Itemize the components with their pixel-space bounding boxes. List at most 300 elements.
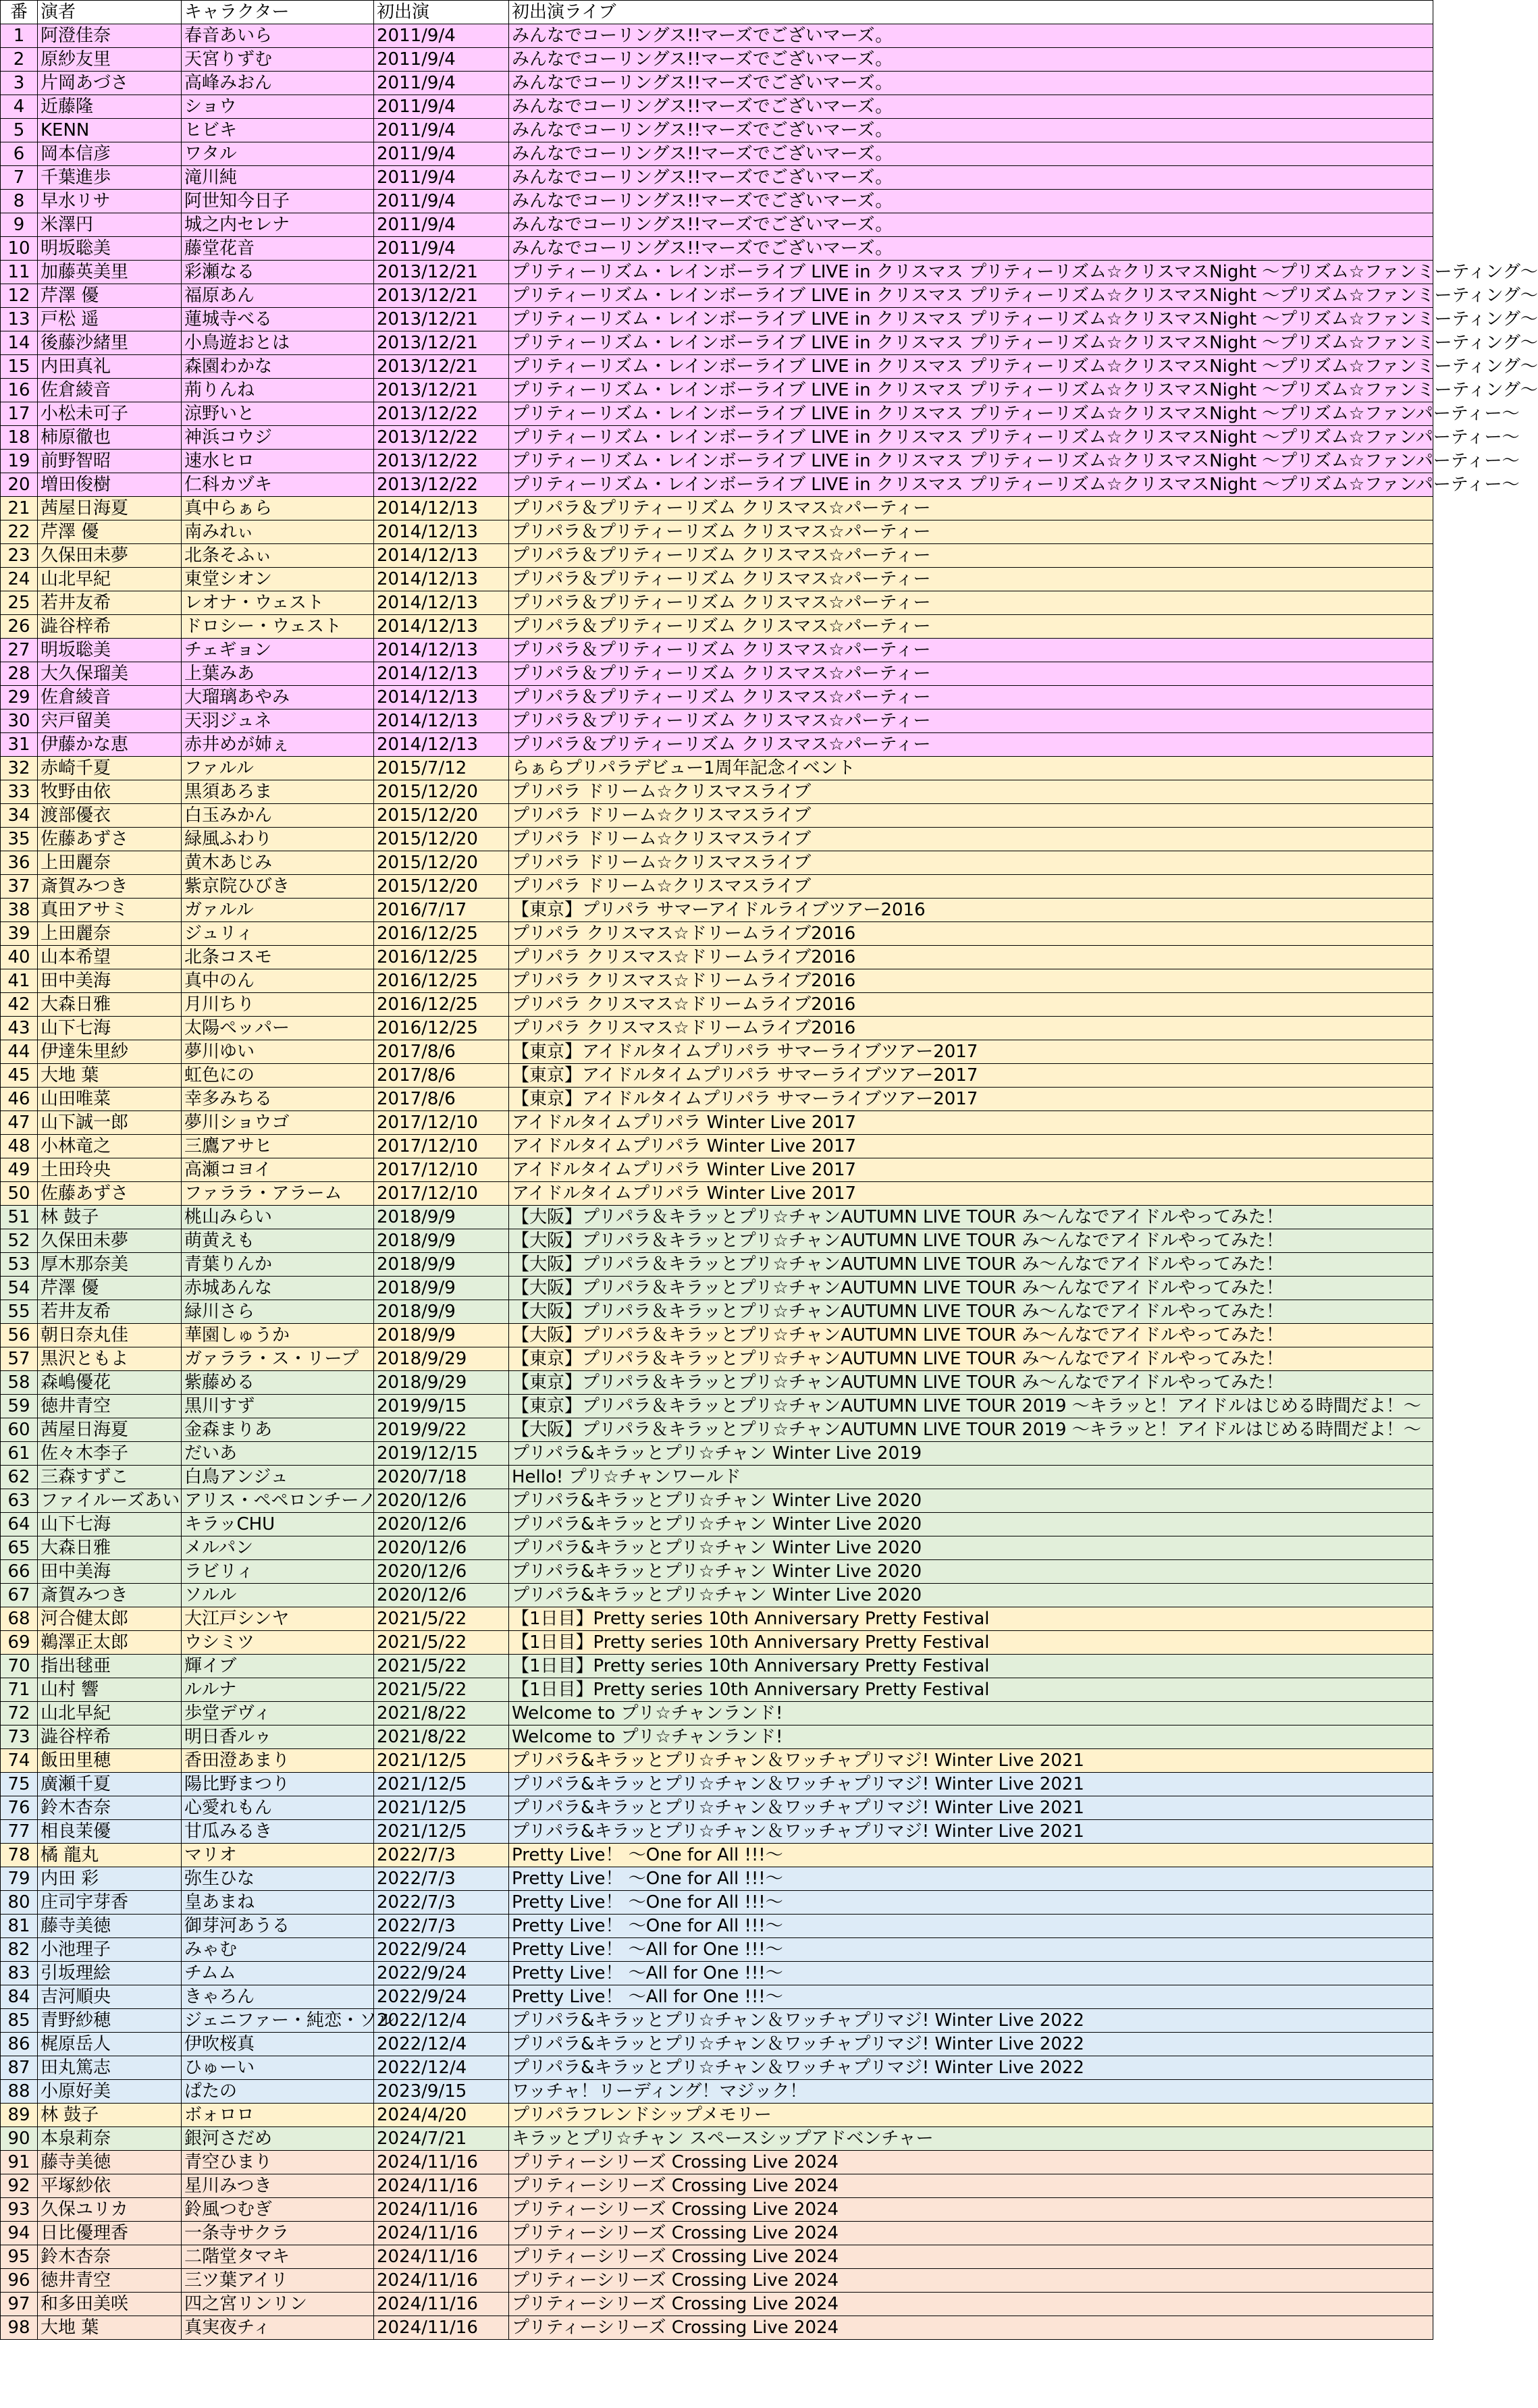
cell-character: 一条寺サクラ <box>182 2222 374 2245</box>
cell-actor: 小池理子 <box>38 1938 182 1962</box>
cell-number: 19 <box>1 450 38 473</box>
cell-first-live: プリパラ＆プリティーリズム クリスマス☆パーティー <box>509 662 1433 686</box>
table-row <box>1 1017 1433 1040</box>
cell-number: 57 <box>1 1347 38 1371</box>
cell-number: 52 <box>1 1229 38 1253</box>
cell-first-live: 【大阪】プリパラ＆キラッとプリ☆チャンAUTUMN LIVE TOUR み～んなでアイドルやってみた！ <box>509 1300 1433 1324</box>
cell-actor: 澁谷梓希 <box>38 615 182 639</box>
cell-number: 80 <box>1 1891 38 1915</box>
cell-character: 涼野いと <box>182 402 374 426</box>
table-row <box>1 2269 1433 2293</box>
cell-first-date: 2024/11/16 <box>374 2151 509 2174</box>
table-row <box>1 875 1433 899</box>
cell-number: 72 <box>1 1702 38 1725</box>
cell-first-date: 2013/12/21 <box>374 261 509 284</box>
table-row <box>1 142 1433 166</box>
table-row <box>1 922 1433 946</box>
cell-first-date: 2021/8/22 <box>374 1725 509 1749</box>
cell-character: ルルナ <box>182 1678 374 1702</box>
table-row <box>1 710 1433 733</box>
cell-character: 緑川さら <box>182 1300 374 1324</box>
table-row <box>1 1229 1433 1253</box>
cell-first-live: みんなでコーリングス!!マーズでございマーズ。 <box>509 72 1433 95</box>
cell-actor: 牧野由依 <box>38 780 182 804</box>
cell-number: 24 <box>1 568 38 591</box>
table-row <box>1 1796 1433 1820</box>
table-row <box>1 1655 1433 1678</box>
cell-number: 82 <box>1 1938 38 1962</box>
cell-first-live: 【東京】プリパラ＆キラッとプリ☆チャンAUTUMN LIVE TOUR み～んなでアイドルやってみた！ <box>509 1347 1433 1371</box>
cell-first-live: プリパラ クリスマス☆ドリームライブ2016 <box>509 993 1433 1017</box>
cell-actor: 久保田未夢 <box>38 544 182 568</box>
cell-actor: 山下七海 <box>38 1513 182 1536</box>
cell-actor: 青野紗穂 <box>38 2009 182 2033</box>
cell-first-date: 2011/9/4 <box>374 166 509 190</box>
cell-actor: 徳井青空 <box>38 1395 182 1418</box>
cell-number: 68 <box>1 1607 38 1631</box>
cell-first-date: 2018/9/9 <box>374 1229 509 1253</box>
cell-character: 桃山みらい <box>182 1206 374 1229</box>
cell-character: 福原あん <box>182 284 374 308</box>
cell-character: 真実夜チィ <box>182 2316 374 2340</box>
cell-actor: 若井友希 <box>38 591 182 615</box>
cell-number: 94 <box>1 2222 38 2245</box>
cell-character: 緑風ふわり <box>182 828 374 851</box>
cell-number: 41 <box>1 969 38 993</box>
cell-actor: 久保ユリカ <box>38 2198 182 2222</box>
cell-first-date: 2017/12/10 <box>374 1135 509 1158</box>
cell-first-date: 2022/9/24 <box>374 1962 509 1985</box>
cell-character: 荊りんね <box>182 379 374 402</box>
cell-first-live: プリパラ&キラッとプリ☆チャン＆ワッチャプリマジ! Winter Live 2022 <box>509 2033 1433 2056</box>
header-first-date: 初出演 <box>374 1 509 24</box>
cell-actor: 引坂理絵 <box>38 1962 182 1985</box>
cell-number: 6 <box>1 142 38 166</box>
table-row <box>1 72 1433 95</box>
cell-first-date: 2015/12/20 <box>374 875 509 899</box>
cell-first-live: Pretty Live！ ～All for One !!!～ <box>509 1985 1433 2009</box>
cell-first-date: 2017/8/6 <box>374 1088 509 1111</box>
cell-actor: 内田 彩 <box>38 1867 182 1891</box>
cell-character: 赤井めが姉ぇ <box>182 733 374 757</box>
cell-first-date: 2013/12/21 <box>374 379 509 402</box>
cell-number: 8 <box>1 190 38 213</box>
cell-first-live: プリティーシリーズ Crossing Live 2024 <box>509 2174 1433 2198</box>
cell-actor: 戸松 遥 <box>38 308 182 331</box>
cell-number: 18 <box>1 426 38 450</box>
cell-character: チムム <box>182 1962 374 1985</box>
table-row <box>1 1395 1433 1418</box>
cell-number: 4 <box>1 95 38 119</box>
cell-character: 北条コスモ <box>182 946 374 969</box>
cell-first-live: 【大阪】プリパラ＆キラッとプリ☆チャンAUTUMN LIVE TOUR み～んなでアイドルやってみた！ <box>509 1277 1433 1300</box>
cell-actor: 千葉進歩 <box>38 166 182 190</box>
cell-actor: 山北早紀 <box>38 568 182 591</box>
cell-actor: 伊藤かな恵 <box>38 733 182 757</box>
table-row <box>1 1938 1433 1962</box>
table-row <box>1 1253 1433 1277</box>
cell-number: 36 <box>1 851 38 875</box>
cell-first-date: 2016/7/17 <box>374 899 509 922</box>
table-row <box>1 1442 1433 1466</box>
cell-number: 85 <box>1 2009 38 2033</box>
cell-first-date: 2018/9/9 <box>374 1324 509 1347</box>
cell-actor: 小松未可子 <box>38 402 182 426</box>
cell-character: 高瀬コヨイ <box>182 1158 374 1182</box>
cell-actor: 黒沢ともよ <box>38 1347 182 1371</box>
cell-number: 44 <box>1 1040 38 1064</box>
cell-number: 89 <box>1 2104 38 2127</box>
cell-character: ファルル <box>182 757 374 780</box>
table-body <box>1 24 1538 2340</box>
cell-number: 67 <box>1 1584 38 1607</box>
cell-first-live: プリパラ&キラッとプリ☆チャン Winter Live 2020 <box>509 1536 1433 1560</box>
cell-first-date: 2011/9/4 <box>374 213 509 237</box>
cell-first-live: プリパラ&キラッとプリ☆チャン Winter Live 2019 <box>509 1442 1433 1466</box>
table-row <box>1 804 1433 828</box>
cell-first-date: 2014/12/13 <box>374 662 509 686</box>
cell-character: みゃむ <box>182 1938 374 1962</box>
cell-character: 春音あいら <box>182 24 374 48</box>
table-row <box>1 2009 1433 2033</box>
cell-number: 90 <box>1 2127 38 2151</box>
cell-character: 黒須あろま <box>182 780 374 804</box>
cell-actor: 田中美海 <box>38 969 182 993</box>
cell-first-live: プリパラフレンドシップメモリー <box>509 2104 1433 2127</box>
cell-character: 虹色にの <box>182 1064 374 1088</box>
cell-character: 陽比野まつり <box>182 1773 374 1796</box>
cell-actor: 橘 龍丸 <box>38 1844 182 1867</box>
cell-first-live: プリティーリズム・レインボーライブ LIVE in クリスマス プリティーリズム☆クリスマスNight ～プリズム☆ファンミーティング～ <box>509 284 1433 308</box>
cell-first-date: 2014/12/13 <box>374 568 509 591</box>
cell-actor: 梶原岳人 <box>38 2033 182 2056</box>
cell-actor: 鵜澤正太郎 <box>38 1631 182 1655</box>
cell-character: ガァララ・ス・リープ <box>182 1347 374 1371</box>
cell-first-live: プリティーリズム・レインボーライブ LIVE in クリスマス プリティーリズム☆クリスマスNight ～プリズム☆ファンミーティング～ <box>509 379 1433 402</box>
cell-actor: 山北早紀 <box>38 1702 182 1725</box>
table-row <box>1 2104 1433 2127</box>
cell-character: 幸多みちる <box>182 1088 374 1111</box>
cell-first-date: 2024/11/16 <box>374 2245 509 2269</box>
cell-number: 16 <box>1 379 38 402</box>
cell-actor: 真田アサミ <box>38 899 182 922</box>
cell-first-live: 【大阪】プリパラ＆キラッとプリ☆チャンAUTUMN LIVE TOUR み～んなでアイドルやってみた！ <box>509 1253 1433 1277</box>
cell-first-live: 【大阪】プリパラ＆キラッとプリ☆チャンAUTUMN LIVE TOUR 2019 ～キラッと！アイドルはじめる時間だよ！～ <box>509 1418 1433 1442</box>
cell-actor: 三森すずこ <box>38 1466 182 1489</box>
cell-actor: 早水リサ <box>38 190 182 213</box>
cell-actor: 相良茉優 <box>38 1820 182 1844</box>
table-row <box>1 1749 1433 1773</box>
cell-character: 阿世知今日子 <box>182 190 374 213</box>
cell-first-live: プリパラ ドリーム☆クリスマスライブ <box>509 875 1433 899</box>
cell-first-date: 2024/7/21 <box>374 2127 509 2151</box>
table-row <box>1 1513 1433 1536</box>
cell-first-date: 2015/12/20 <box>374 828 509 851</box>
cell-actor: 和多田美咲 <box>38 2293 182 2316</box>
table-row <box>1 1678 1433 1702</box>
cell-number: 51 <box>1 1206 38 1229</box>
cell-number: 37 <box>1 875 38 899</box>
cell-first-live: Hello! プリ☆チャンワールド <box>509 1466 1433 1489</box>
cell-number: 17 <box>1 402 38 426</box>
header-number: 番 <box>1 1 38 24</box>
cell-actor: 岡本信彦 <box>38 142 182 166</box>
cell-number: 63 <box>1 1489 38 1513</box>
cell-number: 64 <box>1 1513 38 1536</box>
cell-first-live: Welcome to プリ☆チャンランド! <box>509 1725 1433 1749</box>
cell-character: 北条そふぃ <box>182 544 374 568</box>
cell-number: 76 <box>1 1796 38 1820</box>
cell-number: 83 <box>1 1962 38 1985</box>
cell-number: 27 <box>1 639 38 662</box>
cell-first-date: 2013/12/21 <box>374 308 509 331</box>
cell-first-live: プリパラ＆プリティーリズム クリスマス☆パーティー <box>509 710 1433 733</box>
cell-first-date: 2024/11/16 <box>374 2293 509 2316</box>
table-row <box>1 2174 1433 2198</box>
table-row <box>1 662 1433 686</box>
cell-number: 31 <box>1 733 38 757</box>
cell-first-date: 2023/9/15 <box>374 2080 509 2104</box>
cell-number: 12 <box>1 284 38 308</box>
cell-first-date: 2024/4/20 <box>374 2104 509 2127</box>
cell-first-date: 2019/9/15 <box>374 1395 509 1418</box>
cell-character: 金森まりあ <box>182 1418 374 1442</box>
cell-first-live: プリパラ&キラッとプリ☆チャン＆ワッチャプリマジ! Winter Live 2021 <box>509 1796 1433 1820</box>
table-row <box>1 568 1433 591</box>
cell-first-date: 2015/7/12 <box>374 757 509 780</box>
cell-first-live: プリパラ ドリーム☆クリスマスライブ <box>509 828 1433 851</box>
cell-character: 高峰みおん <box>182 72 374 95</box>
cell-actor: 山下七海 <box>38 1017 182 1040</box>
cell-character: 大瑠璃あやみ <box>182 686 374 710</box>
cell-number: 84 <box>1 1985 38 2009</box>
cell-first-date: 2021/5/22 <box>374 1655 509 1678</box>
cell-first-live: アイドルタイムプリパラ Winter Live 2017 <box>509 1111 1433 1135</box>
cell-number: 55 <box>1 1300 38 1324</box>
cell-first-date: 2014/12/13 <box>374 710 509 733</box>
cell-first-live: プリパラ＆プリティーリズム クリスマス☆パーティー <box>509 733 1433 757</box>
cell-number: 87 <box>1 2056 38 2080</box>
cell-first-live: プリパラ&キラッとプリ☆チャン Winter Live 2020 <box>509 1560 1433 1584</box>
cell-character: 紫京院ひびき <box>182 875 374 899</box>
cell-actor: 大地 葉 <box>38 1064 182 1088</box>
cell-first-live: プリパラ＆プリティーリズム クリスマス☆パーティー <box>509 497 1433 520</box>
cell-number: 58 <box>1 1371 38 1395</box>
cell-actor: 久保田未夢 <box>38 1229 182 1253</box>
cell-character: 萌黄えも <box>182 1229 374 1253</box>
cell-first-date: 2014/12/13 <box>374 615 509 639</box>
cell-actor: 廣瀬千夏 <box>38 1773 182 1796</box>
cell-first-date: 2022/9/24 <box>374 1938 509 1962</box>
cell-first-date: 2021/12/5 <box>374 1820 509 1844</box>
cell-first-date: 2017/12/10 <box>374 1182 509 1206</box>
cell-first-live: みんなでコーリングス!!マーズでございマーズ。 <box>509 142 1433 166</box>
cell-character: 赤城あんな <box>182 1277 374 1300</box>
table-row <box>1 190 1433 213</box>
cell-character: ジェニファー・純恋・ソル <box>182 2009 374 2033</box>
cell-number: 14 <box>1 331 38 355</box>
cell-first-date: 2015/12/20 <box>374 780 509 804</box>
cell-first-live: Pretty Live！ ～One for All !!!～ <box>509 1844 1433 1867</box>
cell-number: 53 <box>1 1253 38 1277</box>
cell-first-date: 2017/8/6 <box>374 1040 509 1064</box>
cell-actor: 柿原徹也 <box>38 426 182 450</box>
table-row <box>1 1277 1433 1300</box>
cell-actor: 森嶋優花 <box>38 1371 182 1395</box>
cell-number: 2 <box>1 48 38 72</box>
table-row <box>1 2033 1433 2056</box>
cell-first-live: 【大阪】プリパラ＆キラッとプリ☆チャンAUTUMN LIVE TOUR み～んなでアイドルやってみた！ <box>509 1206 1433 1229</box>
cell-first-date: 2021/12/5 <box>374 1796 509 1820</box>
cell-first-date: 2011/9/4 <box>374 119 509 142</box>
table-row <box>1 308 1433 331</box>
table-row <box>1 1489 1433 1513</box>
cell-number: 34 <box>1 804 38 828</box>
table-row <box>1 1844 1433 1867</box>
cell-first-live: プリティーシリーズ Crossing Live 2024 <box>509 2269 1433 2293</box>
cell-character: きゃろん <box>182 1985 374 2009</box>
cell-first-date: 2021/5/22 <box>374 1607 509 1631</box>
cell-number: 3 <box>1 72 38 95</box>
table-row <box>1 639 1433 662</box>
cell-actor: 大森日雅 <box>38 1536 182 1560</box>
cell-character: レオナ・ウェスト <box>182 591 374 615</box>
cell-first-date: 2019/9/22 <box>374 1418 509 1442</box>
cell-number: 61 <box>1 1442 38 1466</box>
cell-first-date: 2022/12/4 <box>374 2009 509 2033</box>
cell-actor: 若井友希 <box>38 1300 182 1324</box>
cell-first-date: 2018/9/29 <box>374 1371 509 1395</box>
cell-actor: 佐藤あずさ <box>38 1182 182 1206</box>
table-row <box>1 473 1433 497</box>
cell-number: 46 <box>1 1088 38 1111</box>
cell-actor: 上田麗奈 <box>38 851 182 875</box>
cell-number: 23 <box>1 544 38 568</box>
cell-first-date: 2024/11/16 <box>374 2174 509 2198</box>
table-row <box>1 2127 1433 2151</box>
cell-character: 白玉みかん <box>182 804 374 828</box>
cell-first-date: 2021/5/22 <box>374 1678 509 1702</box>
cell-actor: 鈴木杏奈 <box>38 1796 182 1820</box>
cell-first-live: プリティーリズム・レインボーライブ LIVE in クリスマス プリティーリズム☆クリスマスNight ～プリズム☆ファンパーティー～ <box>509 450 1433 473</box>
cell-character: 大江戸シンヤ <box>182 1607 374 1631</box>
cell-actor: 茜屋日海夏 <box>38 497 182 520</box>
cell-actor: 佐倉綾音 <box>38 379 182 402</box>
cell-first-date: 2011/9/4 <box>374 190 509 213</box>
table-row <box>1 24 1433 48</box>
cell-character: 御芽河あうる <box>182 1915 374 1938</box>
cell-actor: 藤寺美徳 <box>38 1915 182 1938</box>
cell-number: 11 <box>1 261 38 284</box>
cell-first-live: プリティーリズム・レインボーライブ LIVE in クリスマス プリティーリズム☆クリスマスNight ～プリズム☆ファンミーティング～ <box>509 331 1433 355</box>
cell-number: 5 <box>1 119 38 142</box>
cell-character: ショウ <box>182 95 374 119</box>
cell-character: 青空ひまり <box>182 2151 374 2174</box>
cell-first-date: 2014/12/13 <box>374 686 509 710</box>
cell-number: 39 <box>1 922 38 946</box>
cell-character: 華園しゅうか <box>182 1324 374 1347</box>
cell-first-live: Pretty Live！ ～All for One !!!～ <box>509 1962 1433 1985</box>
cell-actor: 山村 響 <box>38 1678 182 1702</box>
cell-first-date: 2016/12/25 <box>374 969 509 993</box>
table-row <box>1 544 1433 568</box>
cell-first-live: プリティーリズム・レインボーライブ LIVE in クリスマス プリティーリズム☆クリスマスNight ～プリズム☆ファンミーティング～ <box>509 355 1433 379</box>
table-row <box>1 1773 1433 1796</box>
cell-first-date: 2017/8/6 <box>374 1064 509 1088</box>
cell-character: 太陽ペッパー <box>182 1017 374 1040</box>
cell-number: 10 <box>1 237 38 261</box>
cell-number: 97 <box>1 2293 38 2316</box>
cell-actor: 増田俊樹 <box>38 473 182 497</box>
cell-first-date: 2013/12/21 <box>374 284 509 308</box>
cell-character: 彩瀬なる <box>182 261 374 284</box>
cell-first-live: プリパラ＆プリティーリズム クリスマス☆パーティー <box>509 615 1433 639</box>
table-row <box>1 1158 1433 1182</box>
cell-first-date: 2020/12/6 <box>374 1584 509 1607</box>
table-row <box>1 993 1433 1017</box>
cell-first-date: 2021/8/22 <box>374 1702 509 1725</box>
cell-actor: 茜屋日海夏 <box>38 1418 182 1442</box>
table-row <box>1 780 1433 804</box>
cell-first-date: 2011/9/4 <box>374 142 509 166</box>
cell-first-live: 【東京】アイドルタイムプリパラ サマーライブツアー2017 <box>509 1040 1433 1064</box>
cell-first-date: 2021/5/22 <box>374 1631 509 1655</box>
cell-first-date: 2015/12/20 <box>374 851 509 875</box>
cell-character: 夢川ショウゴ <box>182 1111 374 1135</box>
cell-character: ドロシー・ウェスト <box>182 615 374 639</box>
cell-first-date: 2011/9/4 <box>374 48 509 72</box>
cell-first-live: プリパラ&キラッとプリ☆チャン＆ワッチャプリマジ! Winter Live 2022 <box>509 2056 1433 2080</box>
cell-first-live: プリティーリズム・レインボーライブ LIVE in クリスマス プリティーリズム☆クリスマスNight ～プリズム☆ファンパーティー～ <box>509 426 1433 450</box>
cell-character: 明日香ルゥ <box>182 1725 374 1749</box>
cell-number: 13 <box>1 308 38 331</box>
cell-actor: KENN <box>38 119 182 142</box>
cell-character: 銀河さだめ <box>182 2127 374 2151</box>
cell-first-date: 2014/12/13 <box>374 733 509 757</box>
table-row <box>1 1985 1433 2009</box>
cell-character: 香田澄あまり <box>182 1749 374 1773</box>
cell-first-date: 2024/11/16 <box>374 2222 509 2245</box>
cell-number: 15 <box>1 355 38 379</box>
cell-number: 56 <box>1 1324 38 1347</box>
cell-character: ラビリィ <box>182 1560 374 1584</box>
cell-actor: 鈴木杏奈 <box>38 2245 182 2269</box>
cell-first-date: 2017/12/10 <box>374 1111 509 1135</box>
cell-first-live: らぁらプリパラデビュー1周年記念イベント <box>509 757 1433 780</box>
cell-first-live: プリパラ&キラッとプリ☆チャン＆ワッチャプリマジ! Winter Live 2021 <box>509 1773 1433 1796</box>
cell-actor: 佐藤あずさ <box>38 828 182 851</box>
cell-first-live: プリパラ&キラッとプリ☆チャン＆ワッチャプリマジ! Winter Live 2022 <box>509 2009 1433 2033</box>
cell-first-date: 2013/12/22 <box>374 426 509 450</box>
cell-character: 仁科カヅキ <box>182 473 374 497</box>
cell-actor: 赤崎千夏 <box>38 757 182 780</box>
table-row <box>1 1111 1433 1135</box>
cell-character: 皇あまね <box>182 1891 374 1915</box>
table-row <box>1 946 1433 969</box>
cell-actor: 飯田里穂 <box>38 1749 182 1773</box>
cell-character: 甘瓜みるき <box>182 1820 374 1844</box>
cell-character: 二階堂タマキ <box>182 2245 374 2269</box>
cell-actor: 芹澤 優 <box>38 520 182 544</box>
cell-first-live: プリパラ&キラッとプリ☆チャン＆ワッチャプリマジ! Winter Live 2021 <box>509 1749 1433 1773</box>
cell-character: ひゅーい <box>182 2056 374 2080</box>
cell-first-live: 【東京】アイドルタイムプリパラ サマーライブツアー2017 <box>509 1088 1433 1111</box>
cell-character: チェギョン <box>182 639 374 662</box>
cell-number: 9 <box>1 213 38 237</box>
cell-first-date: 2014/12/13 <box>374 639 509 662</box>
table-row <box>1 1536 1433 1560</box>
cell-first-date: 2011/9/4 <box>374 95 509 119</box>
